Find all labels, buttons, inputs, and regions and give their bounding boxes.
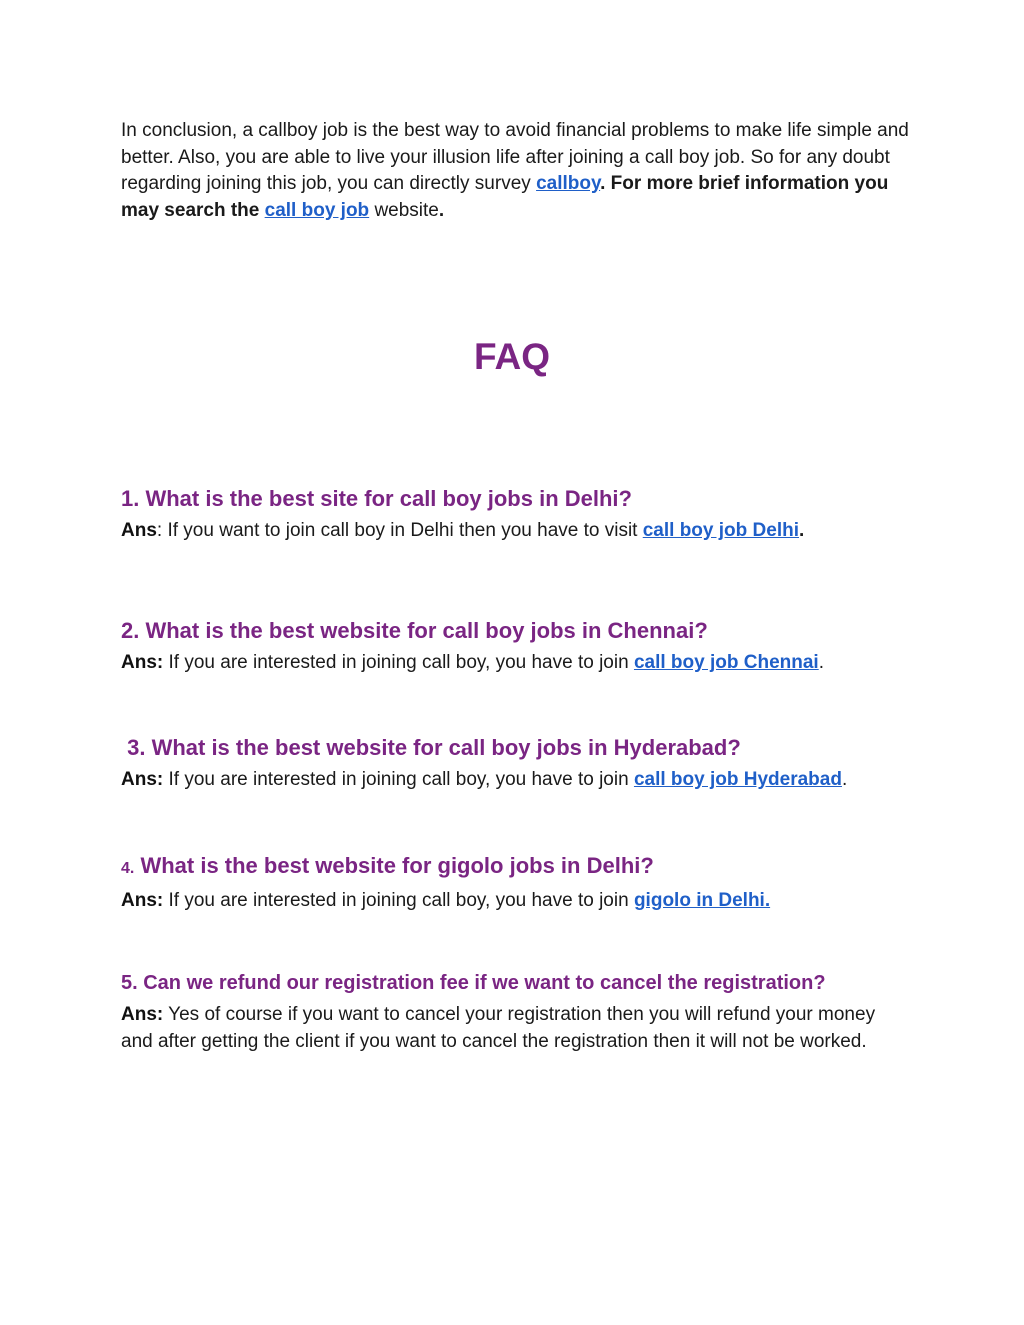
faq-question-3: 3. What is the best website for call boy jobs in Hyderabad? [121, 735, 741, 760]
call-boy-job-link[interactable]: call boy job [264, 199, 370, 221]
answer-label: Ans: [121, 890, 164, 911]
call-boy-job-hyderabad-link[interactable]: call boy job Hyderabad [633, 769, 842, 790]
faq-item-2 [121, 616, 921, 677]
answer-text: If you are interested in joining call boy, you have to join [168, 769, 634, 790]
faq-item-1 [121, 484, 921, 545]
question-number: 4. [121, 860, 135, 877]
faq-answer-1 [121, 518, 921, 545]
answer-label: Ans: [121, 1004, 164, 1025]
faq-title: FAQ [473, 336, 551, 377]
answer-label: Ans: [121, 652, 164, 673]
callboy-link[interactable]: callboy [536, 173, 601, 195]
call-boy-job-delhi-link[interactable]: call boy job Delhi [642, 520, 799, 541]
answer-sep: : [156, 520, 168, 541]
call-boy-job-chennai-link[interactable]: call boy job Chennai [633, 652, 819, 673]
intro-text-2: . For more brief information you may search the [121, 173, 889, 221]
faq-answer-5 [121, 1002, 911, 1055]
intro-text-1: In conclusion, a callboy job is the best way to avoid financial problems to make life simple and better. Also, you are able to live your illusion life after joining a call boy job. So for any doubt regarding joining this job, you can directly survey [121, 120, 909, 195]
answer-after: . [798, 520, 805, 541]
question-text: What is the best website for gigolo jobs in Delhi? [134, 853, 654, 878]
answer-text: Yes of course if you want to cancel your registration then you will refund your money and after getting the client if you want to cancel the registration then it will not be worked. [121, 1004, 876, 1052]
answer-after: . [818, 652, 824, 673]
faq-item-4 [121, 851, 921, 915]
intro-text-3: website [369, 199, 439, 221]
answer-after: . [841, 769, 848, 790]
answer-text: If you want to join call boy in Delhi then you have to visit [167, 520, 643, 541]
answer-label: Ans [121, 520, 157, 541]
answer-label: Ans: [121, 769, 164, 790]
faq-answer-3 [121, 767, 921, 794]
faq-question-4 [121, 851, 921, 884]
intro-paragraph [121, 118, 911, 224]
answer-text: If you are interested in joining call boy, you have to join [168, 652, 634, 673]
faq-item-3 [121, 733, 921, 794]
intro-end-period: . [438, 199, 445, 221]
answer-text: If you are interested in joining call boy, you have to join [168, 890, 634, 911]
faq-answer-2 [121, 650, 921, 677]
faq-question-2: 2. What is the best website for call boy jobs in Chennai? [121, 618, 708, 643]
faq-question-1: 1. What is the best site for call boy jobs in Delhi? [121, 486, 632, 511]
gigolo-in-delhi-link[interactable]: gigolo in Delhi. [633, 890, 771, 911]
faq-item-5 [121, 968, 911, 1055]
faq-answer-4 [121, 888, 921, 915]
faq-question-5: 5. Can we refund our registration fee if we want to cancel the registration? [121, 972, 826, 994]
